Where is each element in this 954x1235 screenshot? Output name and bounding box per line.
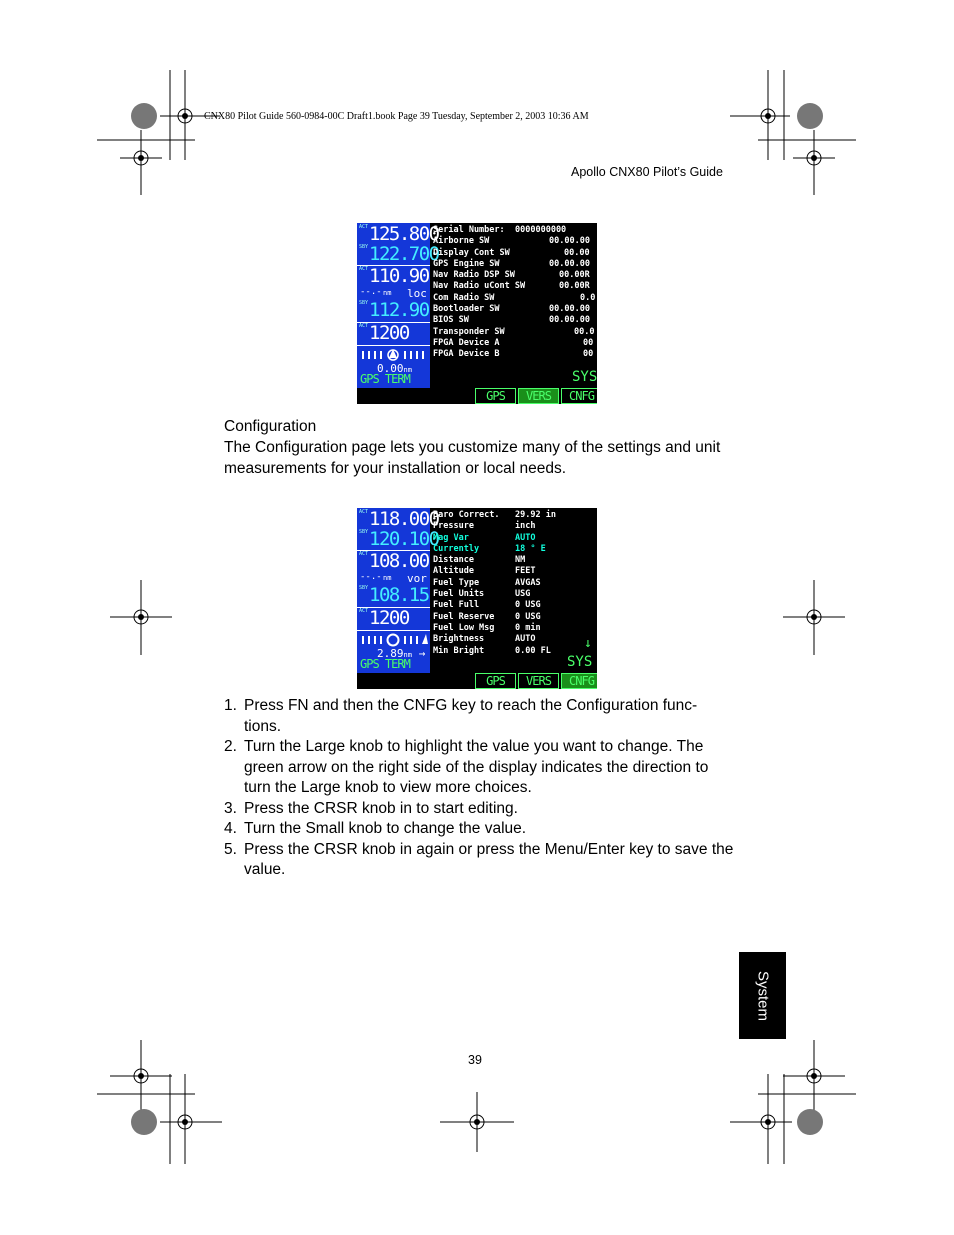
row-key: Mag Var [433,532,469,543]
list-item[interactable] [433,521,595,532]
freq-value: 1200 [369,607,409,629]
freq-value: 108.15 [369,584,429,606]
list-item[interactable] [433,566,595,577]
step-text: knob to change the value. [344,820,527,837]
distance-unit: nm [403,366,412,374]
distance-unit: nm [403,651,412,659]
row-value: 18 ° E [515,543,546,554]
list-item[interactable] [433,544,595,555]
freq-label: SBY [359,585,369,591]
softkey-gps[interactable]: GPS [475,673,516,689]
step-item [224,737,734,799]
arrow-down-icon: ↓ [584,636,592,651]
list-item [433,248,595,259]
list-item [433,270,595,281]
list-item[interactable] [433,589,595,600]
freq-label: ACT [359,224,369,230]
freq-value: 1200 [369,322,409,344]
step-text: knob to view more choices. [340,779,532,796]
row-value: USG [515,589,531,600]
step-text: Press the [244,840,314,858]
nav-dash: --.- [360,287,382,297]
gps-term-label: GPS TERM [360,657,410,671]
freq-label: ACT [359,323,369,329]
softkey-cnfg[interactable]: CNFG [561,388,597,404]
step-text: knob to highlight the value you want to change. The green arrow on the right side of the display indicates the direction to turn the [244,738,709,796]
config-list [433,510,595,657]
sys-label: SYS [572,369,597,385]
row-key: Fuel Type [433,577,480,588]
section-title: Configuration [224,418,317,435]
gps-term-label: GPS TERM [360,372,410,386]
nav-mode: vor [407,572,427,585]
step-text: Press [244,697,288,714]
freq-row [357,323,430,345]
freq-value: 108.00 [369,550,429,572]
row-key: GPS Engine SW [433,258,500,269]
softkey-gps[interactable]: GPS [475,388,516,404]
softkey-cnfg[interactable]: CNFG [561,673,597,689]
list-item [433,304,595,315]
running-head: Apollo CNX80 Pilot’s Guide [571,165,723,179]
freq-label: SBY [359,529,369,535]
row-key: Min Bright [433,645,485,656]
divider [357,345,430,346]
nav-com-panel [357,508,439,673]
nav-info [357,287,430,298]
list-item[interactable] [433,623,595,634]
distance-value: 0.00 [377,362,404,375]
cdi-scale-icon [360,633,428,647]
row-value: AUTO [515,634,536,645]
row-key: Nav Radio DSP SW [433,270,515,281]
key-name: Large [305,738,346,755]
step-text: and then the [308,697,404,714]
row-key: Fuel Full [433,600,480,611]
nav-dash: --.- [360,572,382,582]
freq-row [357,551,430,573]
row-key: Fuel Reserve [433,611,495,622]
step-text: key to reach the Configuration func-tions. [244,697,698,735]
steps-list [224,696,734,881]
softkey-bar [473,388,597,404]
step-item [224,840,734,881]
softkey-vers[interactable]: VERS [518,388,559,404]
freq-value: 118.000 [369,508,439,530]
section-tab-label: System [754,970,771,1021]
step-item [224,799,734,820]
key-name: FN [287,697,309,714]
row-value: 00.00.00 [549,258,590,269]
row-value: 0.0 [580,292,596,303]
row-value: 0.00 FL [515,645,551,656]
list-item[interactable] [433,510,595,521]
row-key: Altitude [433,566,474,577]
row-value: FEET [515,566,536,577]
row-value: 00.00R [559,281,590,292]
step-number: 4. [224,820,237,837]
key-name: CNFG [403,697,448,714]
row-value: 00.0 [574,326,595,337]
key-name: Large [300,779,341,796]
cdi-scale-icon [360,348,428,362]
nav-info [357,572,430,583]
intro-paragraph: The Configuration page lets you customize many of the settings and unit measurements for your installation or local needs. [224,439,721,477]
row-key: BIOS SW [433,315,469,326]
list-item [433,293,595,304]
step-number: 1. [224,697,237,714]
row-key: FPGA Device A [433,337,500,348]
row-value: AUTO [515,532,536,543]
list-item[interactable] [433,555,595,566]
row-value: inch [515,521,536,532]
freq-label: SBY [359,300,369,306]
freq-row [357,608,430,630]
freq-row [357,300,430,322]
row-value: 00 [583,337,594,348]
row-value: 0 USG [515,600,541,611]
row-value: 00.00.00 [549,304,590,315]
step-text: knob in to start editing. [357,799,518,817]
row-key: Display Cont SW [433,247,510,258]
row-key: Bootloader SW [433,304,500,315]
nav-unit: nm [383,289,392,297]
row-value: 0 USG [515,611,541,622]
freq-label: ACT [359,509,369,515]
sys-label: SYS [567,654,593,670]
nav-com-panel [357,223,439,388]
freq-row [357,528,439,551]
page-number: 39 [468,1053,482,1067]
freq-value: 112.90 [369,299,429,321]
row-key: Baro Correct. [433,510,500,520]
freq-value: 110.90 [369,265,429,287]
step-item [224,819,734,840]
freq-label: ACT [359,266,369,272]
softkey-bar [473,673,597,689]
freq-value: 125.800 [369,223,439,245]
row-value: 00.00.00 [549,315,590,326]
list-item [433,259,595,270]
step-item [224,696,734,737]
row-key: Distance [433,555,474,566]
row-value: 00.00.00 [549,236,590,247]
freq-row [357,243,439,266]
row-value: 00 [583,349,594,360]
list-item [433,338,595,349]
freq-value: 120.100 [369,528,439,550]
row-value: 0 min [515,622,541,633]
nav-unit: nm [383,574,392,582]
step-text: Turn the [244,738,306,755]
distance-value: 2.89 [377,647,404,660]
key-name: Menu/Enter [544,840,625,858]
row-value: AVGAS [515,577,541,588]
list-item [433,315,595,326]
list-item [433,281,595,292]
step-text: Turn the [244,820,306,837]
row-key: Fuel Low Msg [433,622,495,633]
key-name: Small [305,820,345,837]
step-number: 2. [224,738,237,755]
row-key: Transponder SW [433,326,505,337]
arrow-right-icon: → [418,647,426,660]
key-name: CRSR [313,840,358,858]
nav-mode: loc [407,287,427,300]
row-key: Airborne SW [433,236,490,247]
row-value: 0000000000 [515,225,567,235]
row-value: 00.00 [564,247,590,258]
list-item [433,225,595,236]
divider [357,630,430,631]
freq-label: ACT [359,608,369,614]
list-item [433,327,595,338]
row-key: Pressure [433,521,474,532]
section-tab [739,952,786,1039]
version-screen [357,223,597,404]
list-item [433,349,595,360]
row-key: Currently [433,543,480,554]
file-header: CNX80 Pilot Guide 560-0984-00C Draft1.book Page 39 Tuesday, September 2, 2003 10:36 AM [204,111,589,122]
row-key: FPGA Device B [433,349,500,360]
step-text: Press the [244,799,314,817]
row-key: Serial Number: [433,225,505,235]
version-list [433,225,595,361]
step-number: 3. [224,799,237,817]
list-item[interactable] [433,578,595,589]
row-key: Nav Radio uCont SW [433,281,526,292]
freq-row [357,585,430,607]
step-number: 5. [224,840,237,858]
list-item[interactable] [433,533,595,544]
row-key: Brightness [433,634,485,645]
list-item[interactable] [433,634,595,645]
step-text: key to save the value. [244,840,734,878]
freq-value: 122.700 [369,243,439,265]
key-name: CRSR [313,799,358,817]
freq-row [357,266,430,288]
softkey-vers[interactable]: VERS [518,673,559,689]
row-key: Fuel Units [433,589,485,600]
freq-label: ACT [359,551,369,557]
row-value: 29.92 in [515,510,556,520]
row-key: Com Radio SW [433,292,495,303]
configuration-screen [357,508,597,689]
list-item [433,236,595,247]
step-text: knob in again or press the [357,840,545,858]
list-item[interactable] [433,612,595,623]
row-value: NM [515,555,526,566]
freq-label: SBY [359,244,369,250]
row-value: 00.00R [559,270,590,281]
list-item[interactable] [433,600,595,611]
